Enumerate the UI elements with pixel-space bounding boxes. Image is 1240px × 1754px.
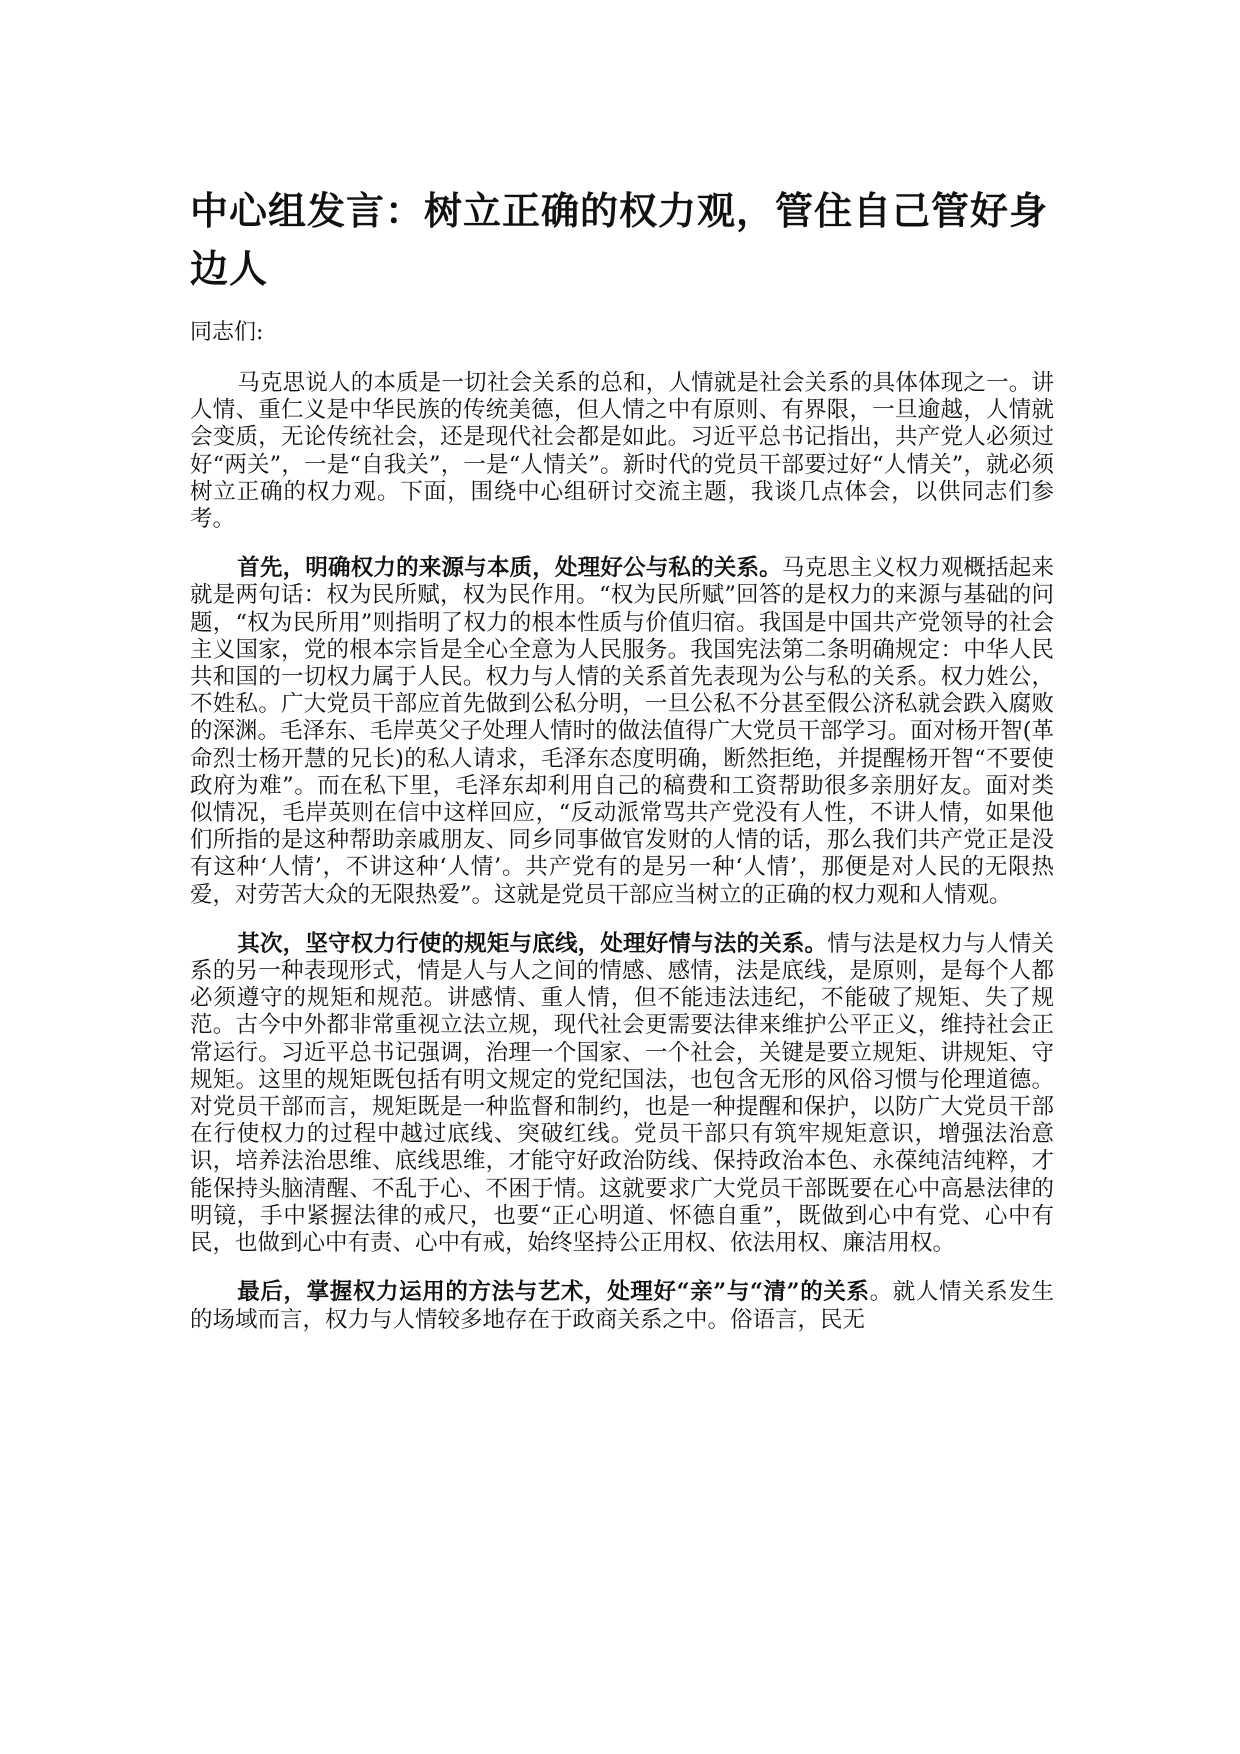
paragraph-text: 马克思主义权力观概括起来就是两句话：权为民所赋，权为民作用。“权为民所赋”回答的是权力的来源与基础的问题，“权为民所用”则指明了权力的根本性质与价值归宿。我国是中国共产党领导的社会主义国家，党的根本宗旨是全心全意为人民服务。我国宪法第二条明确规定：中华人民共和国的一切权力属于人民。权力与人情的关系首先表现为公与私的关系。权力姓公，不姓私。广大党员干部应首先做到公私分明，一旦公私不分甚至假公济私就会跌入腐败的深渊。毛泽东、毛岸英父子处理人情时的做法值得广大党员干部学习。面对杨开智(革命烈士杨开慧的兄长)的私人请求，毛泽东态度明确，断然拒绝，并提醒杨开智“不要使政府为难”。而在私下里，毛泽东却利用自己的稿费和工资帮助很多亲朋好友。面对类似情况，毛岸英则在信中这样回应，“反动派常骂共产党没有人性，不讲人情，如果他们所指的是这种帮助亲戚朋友、同乡同事做官发财的人情的话，那么我们共产党正是没有这种‘人情’，不讲这种‘人情’。共产党有的是另一种‘人情’，那便是对人民的无限热爱，对劳苦大众的无限热爱”。这就是党员干部应当树立的正确的权力观和人情观。	[190, 555, 1054, 908]
paragraph-lead: 首先，明确权力的来源与本质，处理好公与私的关系。	[237, 555, 782, 582]
paragraph-first-point	[190, 555, 1054, 909]
paragraph-second-point	[190, 931, 1054, 1257]
paragraph-lead: 其次，坚守权力行使的规矩与底线，处理好情与法的关系。	[237, 930, 828, 957]
paragraph-intro	[190, 370, 1054, 533]
paragraph-text: 。就人情关系发生的场域而言，权力与人情较多地存在于政商关系之中。俗语言，民无	[190, 1279, 1054, 1333]
document-title: 中心组发言：树立正确的权力观，管住自己管好身边人	[190, 189, 1049, 291]
paragraph-lead: 最后，掌握权力运用的方法与艺术，处理好“亲”与“清”的关系	[237, 1279, 870, 1306]
paragraph-final-point	[190, 1279, 1054, 1333]
paragraph-text: 马克思说人的本质是一切社会关系的总和，人情就是社会关系的具体体现之一。讲人情、重仁义是中华民族的传统美德，但人情之中有原则、有界限，一旦逾越，人情就会变质，无论传统社会，还是现代社会都是如此。习近平总书记指出，共产党人必须过好“两关”，一是“自我关”，一是“人情关”。新时代的党员干部要过好“人情关”，就必须树立正确的权力观。下面，围绕中心组研讨交流主题，我谈几点体会，以供同志们参考。	[190, 370, 1054, 533]
salutation: 同志们:	[190, 320, 264, 345]
document-body	[190, 182, 1054, 1334]
paragraph-text: 情与法是权力与人情关系的另一种表现形式，情是人与人之间的情感、感情，法是底线，是原则，是每个人都必须遵守的规矩和规范。讲感情、重人情，但不能违法违纪，不能破了规矩、失了规范。古今中外都非常重视立法立规，现代社会更需要法律来维护公平正义，维持社会正常运行。习近平总书记强调，治理一个国家、一个社会，关键是要立规矩、讲规矩、守规矩。这里的规矩既包括有明文规定的党纪国法，也包含无形的风俗习惯与伦理道德。对党员干部而言，规矩既是一种监督和制约，也是一种提醒和保护，以防广大党员干部在行使权力的过程中越过底线、突破红线。党员干部只有筑牢规矩意识，增强法治意识，培养法治思维、底线思维，才能守好政治防线、保持政治本色、永葆纯洁纯粹，才能保持头脑清醒、不乱于心、不困于情。这就要求广大党员干部既要在心中高悬法律的明镜，手中紧握法律的戒尺，也要“正心明道、怀德自重”，既做到心中有党、心中有民，也做到心中有责、心中有戒，始终坚持公正用权、依法用权、廉洁用权。	[190, 930, 1054, 1257]
